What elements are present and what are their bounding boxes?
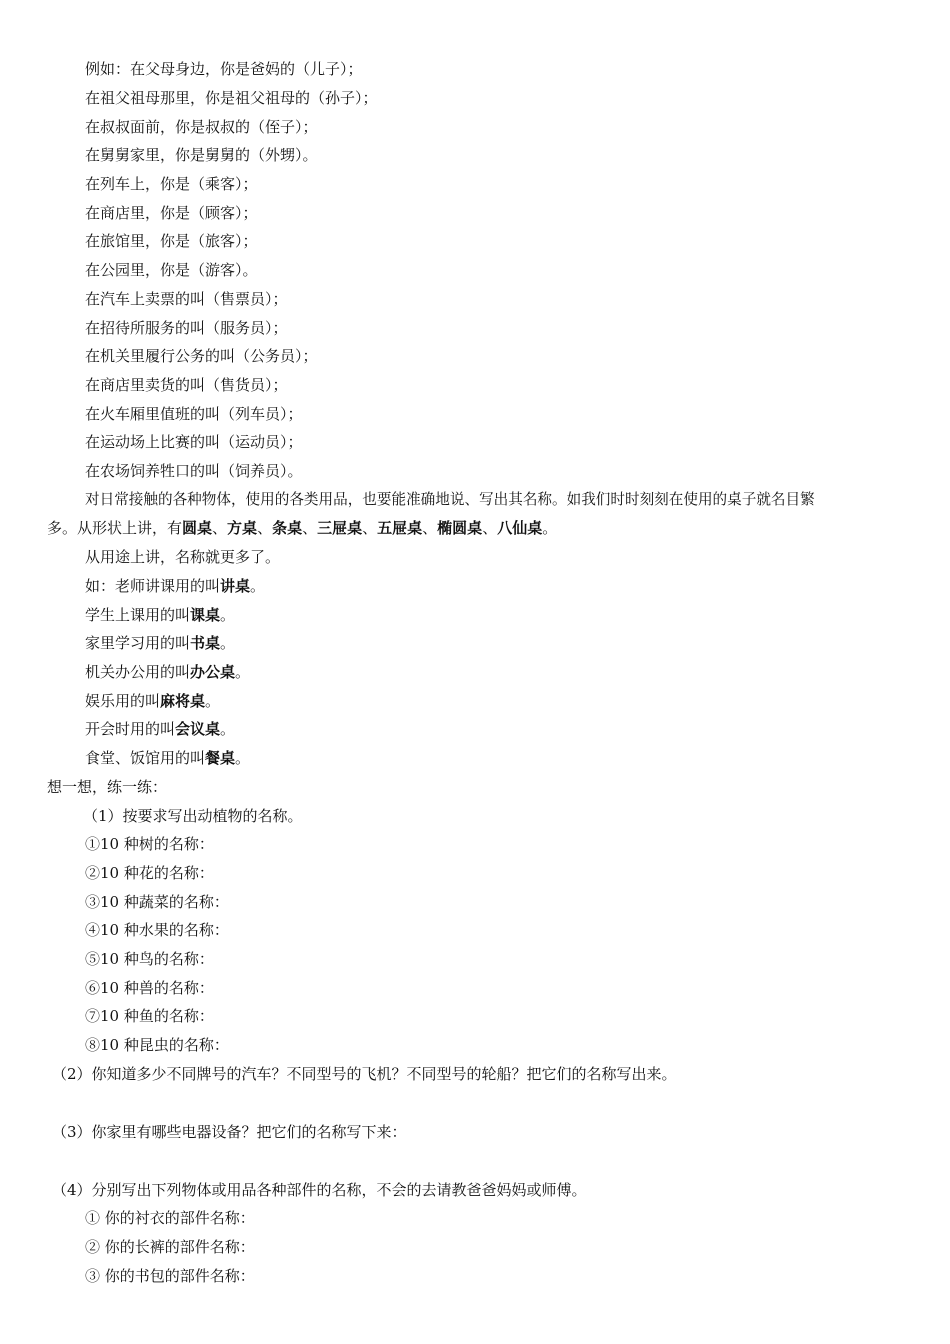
question-1-item: ⑦10 种鱼的名称： <box>85 1007 214 1025</box>
usage-prefix: 娱乐用的叫 <box>85 692 161 710</box>
question-1-item: ②10 种花的名称： <box>85 864 214 882</box>
bold-term: 条桌 <box>272 519 303 537</box>
text-line: 在机关里履行公务的叫（公务员）； <box>85 347 318 365</box>
separator: 、 <box>362 519 378 537</box>
bold-term: 八仙桌 <box>497 519 543 537</box>
text-line: 在叔叔面前，你是叔叔的（侄子）； <box>85 118 318 136</box>
question-1-item: ⑧10 种昆虫的名称： <box>85 1036 229 1054</box>
text-line: 在列车上，你是（乘客）； <box>85 175 258 193</box>
question-1-title: （1）按要求写出动植物的名称。 <box>83 807 303 825</box>
text-line: 在火车厢里值班的叫（列车员）； <box>85 405 303 423</box>
usage-line <box>85 691 220 711</box>
period: 。 <box>235 749 251 767</box>
text-line: 在旅馆里，你是（旅客）； <box>85 232 258 250</box>
question-4-item: ② 你的长裤的部件名称： <box>85 1238 255 1256</box>
usage-prefix: 开会时用的叫 <box>85 720 176 738</box>
exercise-title: 想一想，练一练： <box>47 778 168 796</box>
question-4-title: （4）分别写出下列物体或用品各种部件的名称，不会的去请教爸爸妈妈或师傅。 <box>52 1181 587 1199</box>
question-1-item: ③10 种蔬菜的名称： <box>85 893 229 911</box>
bold-term: 方桌 <box>227 519 258 537</box>
separator: 、 <box>482 519 498 537</box>
text-line: 在祖父祖母那里，你是祖父祖母的（孙子）； <box>85 89 378 107</box>
usage-line <box>85 748 250 768</box>
usage-line <box>85 662 250 682</box>
question-2: （2）你知道多少不同牌号的汽车？不同型号的飞机？不同型号的轮船？把它们的名称写出来。 <box>52 1065 677 1083</box>
separator: 、 <box>422 519 438 537</box>
usage-line <box>85 605 235 625</box>
usage-prefix: 食堂、饭馆用的叫 <box>85 749 206 767</box>
bold-term: 讲桌 <box>220 577 251 595</box>
text-line: 在商店里卖货的叫（售货员）； <box>85 376 288 394</box>
text-line: 从用途上讲，名称就更多了。 <box>85 548 281 566</box>
usage-line <box>85 633 235 653</box>
separator: 、 <box>257 519 273 537</box>
paragraph-line: 对日常接触的各种物体，使用的各类用品，也要能准确地说、写出其名称。如我们时时刻刻在使用的桌子就名目繁 <box>85 491 815 508</box>
period: 。 <box>235 663 251 681</box>
bold-term: 三屉桌 <box>317 519 363 537</box>
period: 。 <box>205 692 221 710</box>
text-line: 例如：在父母身边，你是爸妈的（儿子）； <box>85 60 363 78</box>
separator: 、 <box>212 519 228 537</box>
usage-prefix: 如：老师讲课用的叫 <box>85 577 221 595</box>
separator: 、 <box>302 519 318 537</box>
bold-term: 课桌 <box>190 606 221 624</box>
text-line: 在舅舅家里，你是舅舅的（外甥）。 <box>85 146 318 164</box>
period: 。 <box>220 634 236 652</box>
question-1-item: ⑥10 种兽的名称： <box>85 979 214 997</box>
bold-term: 餐桌 <box>205 749 236 767</box>
bold-term: 书桌 <box>190 634 221 652</box>
text-line: 在公园里，你是（游客）。 <box>85 261 258 279</box>
question-1-item: ①10 种树的名称： <box>85 835 214 853</box>
usage-prefix: 家里学习用的叫 <box>85 634 191 652</box>
usage-prefix: 机关办公用的叫 <box>85 663 191 681</box>
question-4-item: ③ 你的书包的部件名称： <box>85 1267 255 1285</box>
bold-term: 椭圆桌 <box>437 519 483 537</box>
bold-term: 会议桌 <box>175 720 221 738</box>
question-4-item: ① 你的衬衣的部件名称： <box>85 1209 255 1227</box>
paragraph-text: 多。从形状上讲，有 <box>47 519 183 537</box>
question-3: （3）你家里有哪些电器设备？把它们的名称写下来： <box>52 1123 407 1141</box>
text-line: 在商店里，你是（顾客）； <box>85 204 258 222</box>
usage-prefix: 学生上课用的叫 <box>85 606 191 624</box>
text-line: 在招待所服务的叫（服务员）； <box>85 319 288 337</box>
period: 。 <box>250 577 266 595</box>
bold-term: 五屉桌 <box>377 519 423 537</box>
paragraph-line-shapes <box>47 518 557 538</box>
usage-line <box>85 719 235 739</box>
period: 。 <box>542 519 558 537</box>
bold-term: 圆桌 <box>182 519 213 537</box>
bold-term: 办公桌 <box>190 663 236 681</box>
text-line: 在农场饲养牲口的叫（饲养员）。 <box>85 462 303 480</box>
bold-term: 麻将桌 <box>160 692 206 710</box>
period: 。 <box>220 720 236 738</box>
text-line: 在汽车上卖票的叫（售票员）； <box>85 290 288 308</box>
period: 。 <box>220 606 236 624</box>
question-1-item: ⑤10 种鸟的名称： <box>85 950 214 968</box>
text-line: 在运动场上比赛的叫（运动员）； <box>85 433 303 451</box>
question-1-item: ④10 种水果的名称： <box>85 921 229 939</box>
usage-line <box>85 576 265 596</box>
